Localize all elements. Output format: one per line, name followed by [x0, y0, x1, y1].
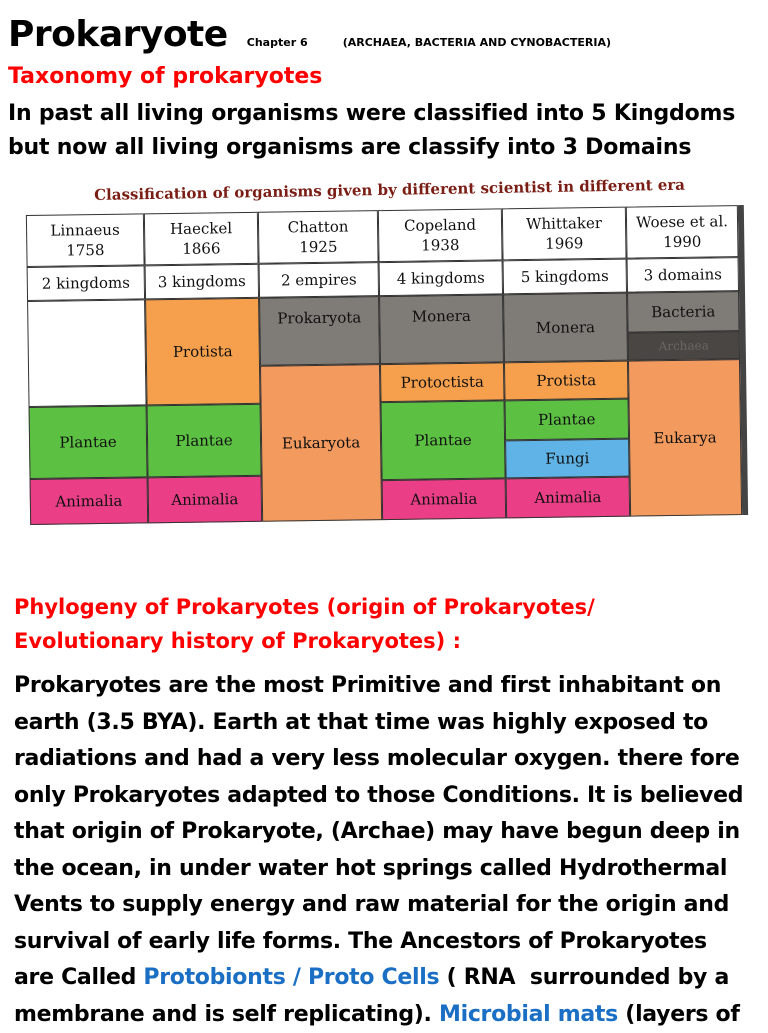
- scientist-year: 1990: [663, 232, 701, 253]
- haeckel-plantae-cell: Plantae: [147, 404, 262, 478]
- scientist-name: Linnaeus: [50, 220, 120, 241]
- scheme-cell: 2 empires: [259, 262, 379, 298]
- scientist-year: 1969: [545, 233, 583, 254]
- scheme-cell: 5 kingdoms: [503, 259, 627, 295]
- copeland-animalia-cell: Animalia: [382, 478, 507, 520]
- paragraph-line: Prokaryotes are the most Primitive and first inhabitant on: [14, 668, 764, 705]
- woese-eukarya-cell: Eukarya: [628, 359, 742, 517]
- phylogeny-heading-line-1: Phylogeny of Prokaryotes (origin of Prokaryotes/: [14, 590, 595, 624]
- linnaeus-plantae-cell: Plantae: [29, 405, 148, 479]
- haeckel-animalia-cell: Animalia: [148, 476, 263, 524]
- copeland-plantae-cell: Plantae: [381, 400, 506, 480]
- whittaker-monera-cell: Monera: [503, 293, 628, 363]
- column-header-copeland: [378, 208, 503, 262]
- column-header-chatton: [258, 210, 379, 264]
- whittaker-fungi-cell: Fungi: [505, 439, 630, 479]
- scientist-year: 1938: [421, 235, 459, 256]
- column-header-linnaeus: [26, 213, 145, 267]
- page-header: [8, 14, 611, 55]
- classification-figure: [20, 186, 746, 526]
- column-header-haeckel: [144, 212, 259, 266]
- intro-line-1: In past all living organisms were classified into 5 Kingdoms: [8, 97, 735, 131]
- column-header-woese: [626, 205, 739, 259]
- domains-note: (ARCHAEA, BACTERIA AND CYNOBACTERIA): [343, 36, 611, 49]
- scientist-name: Copeland: [404, 215, 476, 236]
- chatton-prokaryota-cell: Prokaryota: [259, 296, 380, 366]
- scheme-cell: 4 kingdoms: [379, 260, 503, 296]
- whittaker-protista-cell: Protista: [504, 361, 629, 401]
- scheme-cell: 3 kingdoms: [145, 264, 259, 300]
- paragraph-line: that origin of Prokaryote, (Archae) may have begun deep in: [14, 814, 764, 851]
- paragraph-line: [14, 960, 764, 997]
- scientist-year: 1866: [182, 238, 220, 259]
- figure-caption: Classification of organisms given by different scientist in different era: [94, 176, 685, 204]
- scientist-year: 1758: [66, 240, 104, 261]
- chatton-eukaryota-cell: Eukaryota: [260, 364, 382, 522]
- line-text: (layers of: [618, 1002, 740, 1027]
- linnaeus-animalia-cell: Animalia: [30, 477, 149, 525]
- scheme-cell: 3 domains: [627, 257, 739, 293]
- whittaker-animalia-cell: Animalia: [506, 477, 631, 519]
- paragraph-line: survival of early life forms. The Ancestors of Prokaryotes: [14, 924, 764, 961]
- scheme-cell: 2 kingdoms: [27, 265, 145, 301]
- copeland-protoctista-cell: Protoctista: [380, 362, 505, 402]
- phylogeny-paragraph: [14, 668, 764, 1033]
- paragraph-line: earth (3.5 BYA). Earth at that time was highly exposed to: [14, 705, 764, 742]
- intro-line-2: but now all living organisms are classify into 3 Domains: [8, 131, 735, 165]
- woese-archaea-cell: Archaea: [628, 331, 740, 361]
- woese-bacteria-cell: Bacteria: [627, 291, 740, 333]
- column-header-whittaker: [502, 207, 627, 261]
- phylogeny-heading-line-2: Evolutionary history of Prokaryotes) :: [14, 624, 595, 658]
- line-text: ( RNA surrounded by a: [439, 965, 729, 990]
- classification-table: [26, 205, 748, 525]
- taxonomy-heading: Taxonomy of prokaryotes: [8, 64, 322, 89]
- linnaeus-blank-cell: [27, 299, 146, 407]
- page-title: Prokaryote: [8, 14, 228, 55]
- paragraph-line: the ocean, in under water hot springs called Hydrothermal: [14, 851, 764, 888]
- haeckel-protista-cell: Protista: [145, 298, 260, 406]
- taxonomy-intro: [8, 97, 735, 165]
- whittaker-plantae-cell: Plantae: [505, 399, 630, 441]
- protobionts-term: Protobionts / Proto Cells: [143, 965, 439, 990]
- paragraph-line: radiations and had a very less molecular oxygen. there fore: [14, 741, 764, 778]
- microbial-mats-term: Microbial mats: [439, 1002, 618, 1027]
- scientist-name: Haeckel: [170, 218, 232, 239]
- scientist-name: Whittaker: [526, 213, 602, 234]
- paragraph-line: only Prokaryotes adapted to those Conditions. It is believed: [14, 778, 764, 815]
- paragraph-line: [14, 997, 764, 1033]
- scientist-year: 1925: [299, 237, 337, 258]
- scientist-name: Chatton: [288, 217, 349, 238]
- scientist-name: Woese et al.: [636, 211, 728, 232]
- line-text: are Called: [14, 965, 143, 990]
- phylogeny-heading: [14, 590, 595, 658]
- line-text: membrane and is self replicating).: [14, 1002, 439, 1027]
- copeland-monera-cell: Monera: [379, 294, 504, 364]
- paragraph-line: Vents to supply energy and raw material for the origin and: [14, 887, 764, 924]
- chapter-label: Chapter 6: [247, 36, 308, 49]
